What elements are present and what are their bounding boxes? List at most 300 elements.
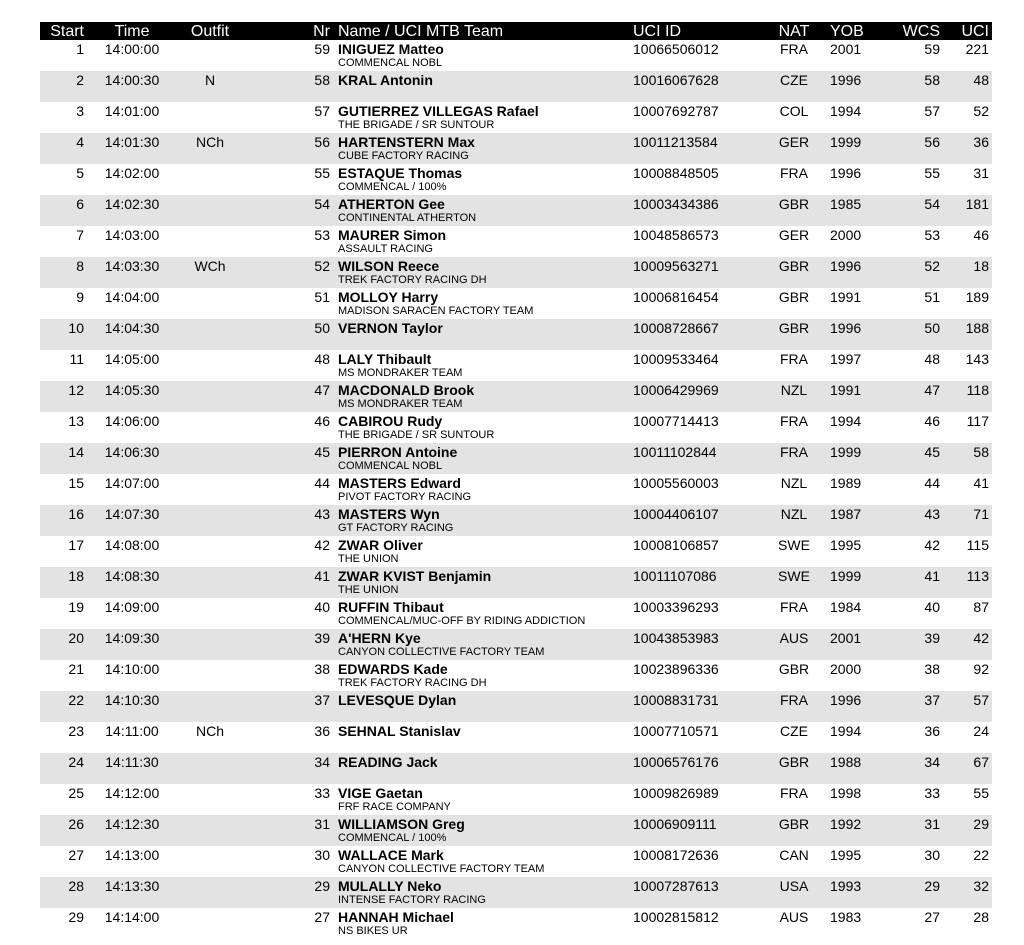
number-cell: 36	[314, 723, 330, 739]
team-name: MADISON SARACEN FACTORY TEAM	[338, 305, 534, 317]
start-list-table	[40, 22, 992, 939]
rider-name: HANNAH Michael	[338, 909, 454, 925]
nationality-cell: GBR	[778, 289, 810, 305]
nationality-cell: NZL	[780, 506, 808, 522]
uci-points-cell: 46	[973, 227, 989, 243]
uci-points-cell: 113	[966, 568, 989, 584]
rider-name: VERNON Taylor	[338, 320, 443, 336]
number-cell: 34	[314, 754, 330, 770]
nationality-cell: FRA	[780, 165, 808, 181]
header-nat: NAT	[778, 23, 810, 40]
table-row	[40, 350, 992, 381]
wcs-cell: 58	[924, 72, 940, 88]
uci-id-cell: 10066506012	[633, 41, 719, 57]
rider-name: ZWAR Oliver	[338, 537, 423, 553]
year-of-birth-cell: 1994	[830, 103, 862, 119]
uci-id-cell: 10003396293	[633, 599, 719, 615]
number-cell: 38	[314, 661, 330, 677]
uci-id-cell: 10005560003	[633, 475, 719, 491]
team-name: COMMENCAL NOBL	[338, 460, 443, 472]
rider-name: LEVESQUE Dylan	[338, 692, 457, 708]
uci-points-cell: 117	[966, 413, 989, 429]
rider-name: WALLACE Mark	[338, 847, 444, 863]
rider-name: HARTENSTERN Max	[338, 134, 475, 150]
year-of-birth-cell: 1985	[830, 196, 862, 212]
year-of-birth-cell: 2000	[830, 227, 862, 243]
team-name: THE UNION	[338, 553, 399, 565]
year-of-birth-cell: 1988	[830, 754, 862, 770]
table-row	[40, 226, 992, 257]
wcs-cell: 51	[924, 289, 940, 305]
number-cell: 40	[314, 599, 330, 615]
uci-id-cell: 10009533464	[633, 351, 719, 367]
table-row	[40, 319, 992, 350]
year-of-birth-cell: 1992	[830, 816, 862, 832]
time-cell: 14:03:30	[104, 258, 160, 274]
uci-points-cell: 67	[973, 754, 989, 770]
number-cell: 55	[314, 165, 330, 181]
table-row	[40, 784, 992, 815]
table-row	[40, 195, 992, 226]
nationality-cell: FRA	[780, 692, 808, 708]
rider-name: KRAL Antonin	[338, 72, 433, 88]
table-row	[40, 629, 992, 660]
table-row	[40, 598, 992, 629]
nationality-cell: NZL	[780, 382, 808, 398]
team-name: THE UNION	[338, 584, 399, 596]
year-of-birth-cell: 1987	[830, 506, 862, 522]
uci-points-cell: 18	[973, 258, 989, 274]
time-cell: 14:07:30	[104, 506, 160, 522]
team-name: MS MONDRAKER TEAM	[338, 367, 463, 379]
uci-points-cell: 118	[966, 382, 989, 398]
rider-name: RUFFIN Thibaut	[338, 599, 444, 615]
team-name: CANYON COLLECTIVE FACTORY TEAM	[338, 646, 545, 658]
team-name: THE BRIGADE / SR SUNTOUR	[338, 119, 495, 131]
number-cell: 33	[314, 785, 330, 801]
table-row	[40, 443, 992, 474]
uci-id-cell: 10016067628	[633, 72, 719, 88]
uci-points-cell: 115	[966, 537, 989, 553]
team-name: CANYON COLLECTIVE FACTORY TEAM	[338, 863, 545, 875]
uci-points-cell: 36	[973, 134, 989, 150]
uci-points-cell: 29	[973, 816, 989, 832]
team-name: INTENSE FACTORY RACING	[338, 894, 486, 906]
time-cell: 14:12:30	[104, 816, 160, 832]
nationality-cell: GER	[778, 134, 810, 150]
table-row	[40, 877, 992, 908]
number-cell: 30	[314, 847, 330, 863]
rider-name: WILLIAMSON Greg	[338, 816, 465, 832]
wcs-cell: 37	[924, 692, 940, 708]
nationality-cell: AUS	[779, 630, 809, 646]
time-cell: 14:04:30	[104, 320, 160, 336]
wcs-cell: 50	[924, 320, 940, 336]
time-cell: 14:10:30	[104, 692, 160, 708]
uci-points-cell: 71	[973, 506, 989, 522]
team-name: FRF RACE COMPANY	[338, 801, 451, 813]
rider-name: LALY Thibault	[338, 351, 432, 367]
start-cell: 3	[76, 103, 84, 119]
uci-points-cell: 28	[973, 909, 989, 925]
number-cell: 50	[314, 320, 330, 336]
rider-name: GUTIERREZ VILLEGAS Rafael	[338, 103, 539, 119]
uci-id-cell: 10008831731	[633, 692, 719, 708]
uci-points-cell: 52	[973, 103, 989, 119]
table-row	[40, 40, 992, 71]
uci-points-cell: 22	[973, 847, 989, 863]
nationality-cell: SWE	[778, 568, 810, 584]
rider-name: VIGE Gaetan	[338, 785, 423, 801]
time-cell: 14:11:00	[105, 723, 159, 739]
table-row	[40, 505, 992, 536]
year-of-birth-cell: 1999	[830, 444, 862, 460]
time-cell: 14:12:00	[104, 785, 160, 801]
start-cell: 2	[76, 72, 84, 88]
team-name: COMMENCAL / 100%	[338, 181, 447, 193]
team-name: COMMENCAL / 100%	[338, 832, 447, 844]
year-of-birth-cell: 1984	[830, 599, 862, 615]
start-cell: 23	[68, 723, 84, 739]
start-cell: 27	[68, 847, 84, 863]
rider-name: MOLLOY Harry	[338, 289, 439, 305]
nationality-cell: FRA	[780, 41, 808, 57]
year-of-birth-cell: 1995	[830, 537, 862, 553]
team-name: TREK FACTORY RACING DH	[338, 274, 487, 286]
uci-points-cell: 48	[973, 72, 989, 88]
uci-id-cell: 10008106857	[633, 537, 719, 553]
wcs-cell: 46	[924, 413, 940, 429]
uci-id-cell: 10008172636	[633, 847, 719, 863]
nationality-cell: CZE	[780, 72, 808, 88]
team-name: TREK FACTORY RACING DH	[338, 677, 487, 689]
time-cell: 14:01:30	[104, 134, 160, 150]
number-cell: 56	[314, 134, 330, 150]
year-of-birth-cell: 1996	[830, 258, 862, 274]
time-cell: 14:04:00	[104, 289, 160, 305]
wcs-cell: 45	[924, 444, 940, 460]
uci-id-cell: 10008728667	[633, 320, 719, 336]
time-cell: 14:14:00	[104, 909, 160, 925]
start-cell: 18	[68, 568, 84, 584]
year-of-birth-cell: 1996	[830, 692, 862, 708]
uci-points-cell: 92	[973, 661, 989, 677]
rider-name: MAURER Simon	[338, 227, 447, 243]
wcs-cell: 41	[924, 568, 940, 584]
wcs-cell: 43	[924, 506, 940, 522]
year-of-birth-cell: 1996	[830, 165, 862, 181]
nationality-cell: GBR	[778, 258, 810, 274]
wcs-cell: 30	[924, 847, 940, 863]
year-of-birth-cell: 1991	[830, 289, 862, 305]
header-wcs: WCS	[902, 23, 940, 40]
number-cell: 27	[314, 909, 330, 925]
header-start: Start	[50, 23, 84, 40]
start-cell: 14	[68, 444, 84, 460]
number-cell: 53	[314, 227, 330, 243]
table-row	[40, 71, 992, 102]
rider-name: MASTERS Wyn	[338, 506, 440, 522]
wcs-cell: 38	[924, 661, 940, 677]
table-row	[40, 660, 992, 691]
rider-name: ZWAR KVIST Benjamin	[338, 568, 492, 584]
table-row	[40, 722, 992, 753]
number-cell: 41	[314, 568, 330, 584]
uci-id-cell: 10006576176	[633, 754, 719, 770]
year-of-birth-cell: 1997	[830, 351, 862, 367]
table-row	[40, 381, 992, 412]
table-row	[40, 567, 992, 598]
year-of-birth-cell: 1996	[830, 320, 862, 336]
number-cell: 58	[314, 72, 330, 88]
uci-points-cell: 189	[965, 289, 989, 305]
start-cell: 6	[76, 196, 84, 212]
start-cell: 8	[76, 258, 84, 274]
wcs-cell: 34	[924, 754, 940, 770]
time-cell: 14:01:00	[104, 103, 160, 119]
time-cell: 14:03:00	[104, 227, 160, 243]
rider-name: MULALLY Neko	[338, 878, 442, 894]
header-outfit: Outfit	[190, 23, 230, 40]
year-of-birth-cell: 1998	[830, 785, 862, 801]
uci-id-cell: 10023896336	[633, 661, 719, 677]
nationality-cell: CAN	[779, 847, 809, 863]
start-cell: 26	[68, 816, 84, 832]
table-row	[40, 815, 992, 846]
time-cell: 14:09:00	[104, 599, 160, 615]
wcs-cell: 44	[924, 475, 940, 491]
table-row	[40, 474, 992, 505]
uci-id-cell: 10009563271	[633, 258, 719, 274]
team-name: CUBE FACTORY RACING	[338, 150, 469, 162]
uci-points-cell: 57	[973, 692, 989, 708]
start-cell: 15	[68, 475, 84, 491]
uci-id-cell: 10007287613	[633, 878, 719, 894]
year-of-birth-cell: 1994	[830, 723, 862, 739]
time-cell: 14:06:30	[104, 444, 160, 460]
number-cell: 42	[314, 537, 330, 553]
nationality-cell: NZL	[780, 475, 808, 491]
year-of-birth-cell: 1993	[830, 878, 862, 894]
time-cell: 14:09:30	[104, 630, 160, 646]
table-row	[40, 753, 992, 784]
wcs-cell: 56	[924, 134, 940, 150]
year-of-birth-cell: 1996	[830, 72, 862, 88]
start-cell: 11	[69, 351, 84, 367]
start-cell: 13	[68, 413, 84, 429]
start-cell: 4	[76, 134, 84, 150]
year-of-birth-cell: 1991	[830, 382, 862, 398]
uci-id-cell: 10011107086	[633, 568, 717, 584]
start-cell: 22	[68, 692, 84, 708]
uci-points-cell: 42	[973, 630, 989, 646]
time-cell: 14:13:30	[104, 878, 160, 894]
year-of-birth-cell: 1983	[830, 909, 862, 925]
wcs-cell: 57	[924, 103, 940, 119]
uci-id-cell: 10011213584	[633, 134, 718, 150]
wcs-cell: 52	[924, 258, 940, 274]
number-cell: 31	[314, 816, 330, 832]
time-cell: 14:00:00	[104, 41, 160, 57]
year-of-birth-cell: 1995	[830, 847, 862, 863]
rider-name: MACDONALD Brook	[338, 382, 475, 398]
start-cell: 17	[68, 537, 84, 553]
number-cell: 44	[314, 475, 330, 491]
nationality-cell: GBR	[778, 661, 810, 677]
number-cell: 54	[314, 196, 330, 212]
time-cell: 14:02:30	[104, 196, 160, 212]
start-cell: 29	[68, 909, 84, 925]
time-cell: 14:05:00	[104, 351, 160, 367]
nationality-cell: GBR	[778, 196, 810, 212]
start-cell: 5	[76, 165, 84, 181]
time-cell: 14:13:00	[104, 847, 160, 863]
time-cell: 14:08:30	[104, 568, 160, 584]
uci-points-cell: 181	[965, 196, 989, 212]
year-of-birth-cell: 2001	[830, 41, 862, 57]
wcs-cell: 54	[924, 196, 940, 212]
header-uci: UCI	[961, 23, 989, 40]
table-row	[40, 846, 992, 877]
time-cell: 14:11:30	[105, 754, 159, 770]
nationality-cell: COL	[779, 103, 809, 119]
uci-id-cell: 10009826989	[633, 785, 719, 801]
uci-points-cell: 41	[973, 475, 989, 491]
start-cell: 12	[68, 382, 84, 398]
time-cell: 14:06:00	[104, 413, 160, 429]
number-cell: 39	[314, 630, 330, 646]
uci-id-cell: 10006429969	[633, 382, 719, 398]
wcs-cell: 31	[924, 816, 940, 832]
header-time: Time	[114, 23, 150, 40]
nationality-cell: FRA	[780, 413, 808, 429]
table-row	[40, 536, 992, 567]
header-uci-id: UCI ID	[633, 23, 681, 40]
uci-id-cell: 10011102844	[633, 444, 717, 460]
nationality-cell: FRA	[780, 599, 808, 615]
table-header	[40, 22, 992, 40]
wcs-cell: 29	[924, 878, 940, 894]
start-cell: 10	[68, 320, 84, 336]
team-name: GT FACTORY RACING	[338, 522, 454, 534]
wcs-cell: 48	[924, 351, 940, 367]
year-of-birth-cell: 2001	[830, 630, 862, 646]
time-cell: 14:02:00	[104, 165, 160, 181]
team-name: MS MONDRAKER TEAM	[338, 398, 463, 410]
team-name: COMMENCAL NOBL	[338, 57, 443, 69]
wcs-cell: 53	[924, 227, 940, 243]
uci-id-cell: 10007710571	[633, 723, 719, 739]
number-cell: 29	[314, 878, 330, 894]
start-cell: 25	[68, 785, 84, 801]
table-row	[40, 257, 992, 288]
number-cell: 48	[314, 351, 330, 367]
outfit-cell: WCh	[194, 258, 226, 274]
header-yob: YOB	[830, 23, 864, 40]
number-cell: 52	[314, 258, 330, 274]
table-row	[40, 412, 992, 443]
table-body	[40, 40, 992, 939]
table-row	[40, 288, 992, 319]
uci-id-cell: 10008848505	[633, 165, 719, 181]
outfit-cell: NCh	[195, 723, 224, 739]
start-cell: 21	[68, 661, 84, 677]
rider-name: CABIROU Rudy	[338, 413, 443, 429]
team-name: PIVOT FACTORY RACING	[338, 491, 472, 503]
nationality-cell: FRA	[780, 351, 808, 367]
uci-points-cell: 221	[965, 41, 989, 57]
number-cell: 45	[314, 444, 330, 460]
nationality-cell: GBR	[778, 816, 810, 832]
uci-id-cell: 10006816454	[633, 289, 719, 305]
year-of-birth-cell: 1994	[830, 413, 862, 429]
rider-name: MASTERS Edward	[338, 475, 461, 491]
rider-name: SEHNAL Stanislav	[338, 723, 461, 739]
nationality-cell: AUS	[779, 909, 809, 925]
table-row	[40, 164, 992, 195]
time-cell: 14:00:30	[104, 72, 160, 88]
number-cell: 46	[314, 413, 330, 429]
nationality-cell: GBR	[778, 754, 810, 770]
uci-points-cell: 143	[965, 351, 989, 367]
team-name: NS BIKES UR	[338, 925, 408, 937]
time-cell: 14:08:00	[104, 537, 160, 553]
year-of-birth-cell: 1999	[830, 568, 862, 584]
team-name: CONTINENTAL ATHERTON	[338, 212, 477, 224]
uci-id-cell: 10003434386	[633, 196, 719, 212]
uci-id-cell: 10007714413	[633, 413, 719, 429]
number-cell: 51	[314, 289, 330, 305]
rider-name: PIERRON Antoine	[338, 444, 458, 460]
nationality-cell: FRA	[780, 785, 808, 801]
nationality-cell: CZE	[780, 723, 808, 739]
uci-points-cell: 87	[973, 599, 989, 615]
start-cell: 1	[76, 41, 84, 57]
rider-name: ESTAQUE Thomas	[338, 165, 463, 181]
year-of-birth-cell: 1989	[830, 475, 862, 491]
start-cell: 20	[68, 630, 84, 646]
header-name: Name / UCI MTB Team	[338, 23, 504, 40]
start-cell: 19	[68, 599, 84, 615]
header-nr: Nr	[313, 23, 330, 40]
wcs-cell: 55	[924, 165, 940, 181]
rider-name: EDWARDS Kade	[338, 661, 448, 677]
table-row	[40, 908, 992, 939]
number-cell: 47	[314, 382, 330, 398]
wcs-cell: 42	[924, 537, 940, 553]
start-cell: 9	[76, 289, 84, 305]
uci-points-cell: 24	[973, 723, 989, 739]
rider-name: A'HERN Kye	[338, 630, 421, 646]
start-cell: 28	[68, 878, 84, 894]
wcs-cell: 33	[924, 785, 940, 801]
uci-points-cell: 32	[973, 878, 989, 894]
team-name: THE BRIGADE / SR SUNTOUR	[338, 429, 495, 441]
nationality-cell: SWE	[778, 537, 810, 553]
team-name: COMMENCAL/MUC-OFF BY RIDING ADDICTION	[338, 615, 586, 627]
team-name: ASSAULT RACING	[338, 243, 433, 255]
uci-id-cell: 10004406107	[633, 506, 719, 522]
table-row	[40, 691, 992, 722]
number-cell: 37	[314, 692, 330, 708]
wcs-cell: 47	[924, 382, 940, 398]
outfit-cell: NCh	[195, 134, 224, 150]
uci-points-cell: 58	[973, 444, 989, 460]
wcs-cell: 27	[924, 909, 940, 925]
wcs-cell: 36	[924, 723, 940, 739]
start-cell: 16	[68, 506, 84, 522]
number-cell: 59	[314, 41, 330, 57]
